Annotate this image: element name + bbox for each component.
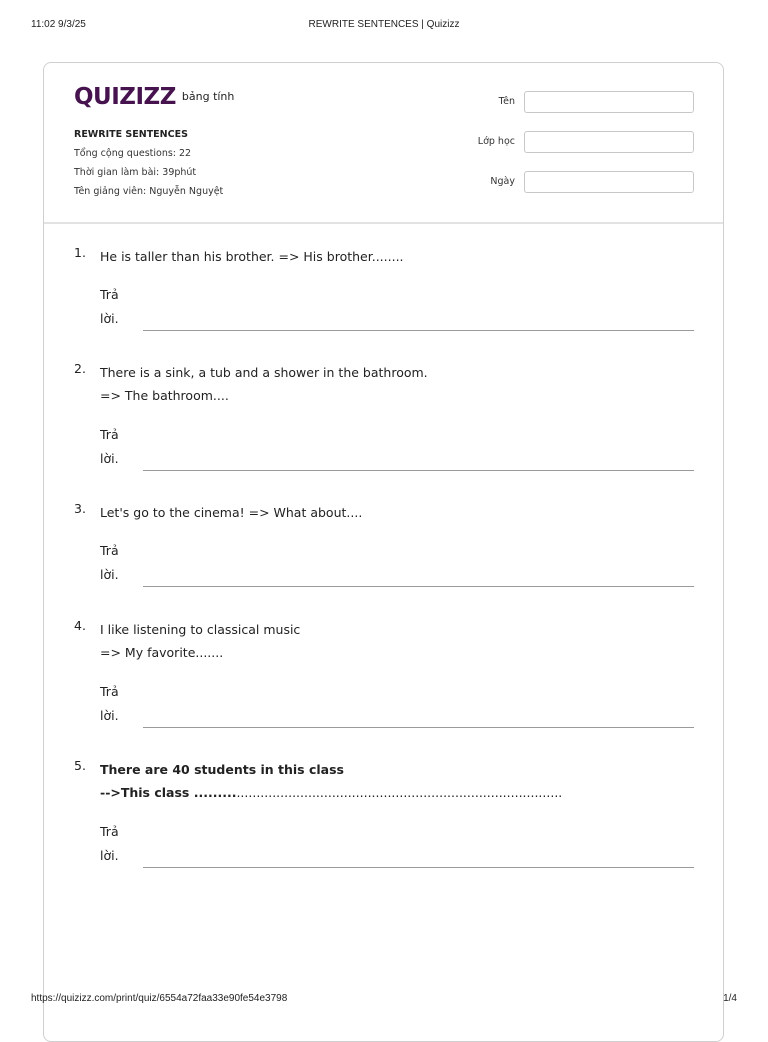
answer-line[interactable]	[143, 470, 694, 471]
print-footer	[0, 993, 768, 1007]
print-datetime: 11:02 9/3/25	[31, 19, 86, 30]
logo-subtitle: bảng tính	[181, 90, 235, 103]
total-questions: Tổng cộng questions: 22	[74, 148, 192, 159]
answer-label-line1: Trả	[100, 287, 119, 302]
question-line: => My favorite.......	[100, 645, 224, 660]
question-line: I like listening to classical music	[100, 622, 301, 637]
question-text	[100, 618, 300, 664]
question-line-2	[100, 781, 562, 804]
question-line-prefix: -->This class .........	[100, 785, 237, 800]
print-url[interactable]: https://quizizz.com/print/quiz/6554a72faa33e90fe54e3798	[31, 993, 288, 1004]
name-label: Tên	[498, 96, 515, 107]
answer-line[interactable]	[143, 867, 694, 868]
quizizz-logo: QUIZIZZ	[74, 84, 176, 110]
question-line: There are 40 students in this class	[100, 762, 344, 777]
quiz-meta	[74, 125, 223, 201]
question-line: Let's go to the cinema! => What about....	[100, 505, 363, 520]
worksheet-card	[43, 62, 724, 1042]
logo-row	[74, 83, 234, 111]
question-number: 5.	[74, 758, 86, 773]
answer-label	[100, 820, 119, 868]
question-text	[100, 245, 404, 268]
name-field[interactable]	[524, 91, 694, 113]
answer-label	[100, 283, 119, 331]
dotted-fill: ..................................................................................	[236, 785, 563, 800]
question-number: 2.	[74, 361, 86, 376]
question-text	[100, 501, 362, 524]
answer-label-line1: Trả	[100, 824, 119, 839]
answer-label-line2: lời.	[100, 311, 119, 326]
question-text	[100, 758, 562, 804]
print-title: REWRITE SENTENCES | Quizizz	[308, 19, 460, 30]
answer-label-line1: Trả	[100, 684, 119, 699]
teacher-name: Tên giảng viên: Nguyễn Nguyệt	[74, 186, 224, 197]
answer-label-line2: lời.	[100, 848, 119, 863]
answer-line[interactable]	[143, 727, 694, 728]
time-limit: Thời gian làm bài: 39phút	[74, 167, 197, 178]
answer-label-line1: Trả	[100, 427, 119, 442]
question-text	[100, 361, 428, 407]
question-number: 1.	[74, 245, 86, 260]
class-label: Lớp học	[477, 136, 515, 147]
date-label: Ngày	[490, 176, 515, 187]
answer-line[interactable]	[143, 586, 694, 587]
question-number: 4.	[74, 618, 86, 633]
answer-label-line2: lời.	[100, 451, 119, 466]
print-header	[0, 19, 768, 33]
answer-line[interactable]	[143, 330, 694, 331]
question-line: He is taller than his brother. => His brother........	[100, 249, 404, 264]
quiz-title: REWRITE SENTENCES	[74, 129, 188, 140]
answer-label	[100, 539, 119, 587]
answer-label	[100, 680, 119, 728]
date-field[interactable]	[524, 171, 694, 193]
answer-label-line2: lời.	[100, 567, 119, 582]
class-field[interactable]	[524, 131, 694, 153]
answer-label-line1: Trả	[100, 543, 119, 558]
worksheet-header	[44, 63, 723, 224]
answer-label	[100, 423, 119, 471]
question-line: There is a sink, a tub and a shower in the bathroom.	[100, 365, 428, 380]
answer-label-line2: lời.	[100, 708, 119, 723]
question-number: 3.	[74, 501, 86, 516]
question-line: => The bathroom....	[100, 388, 229, 403]
page-number: 1/4	[723, 993, 737, 1004]
